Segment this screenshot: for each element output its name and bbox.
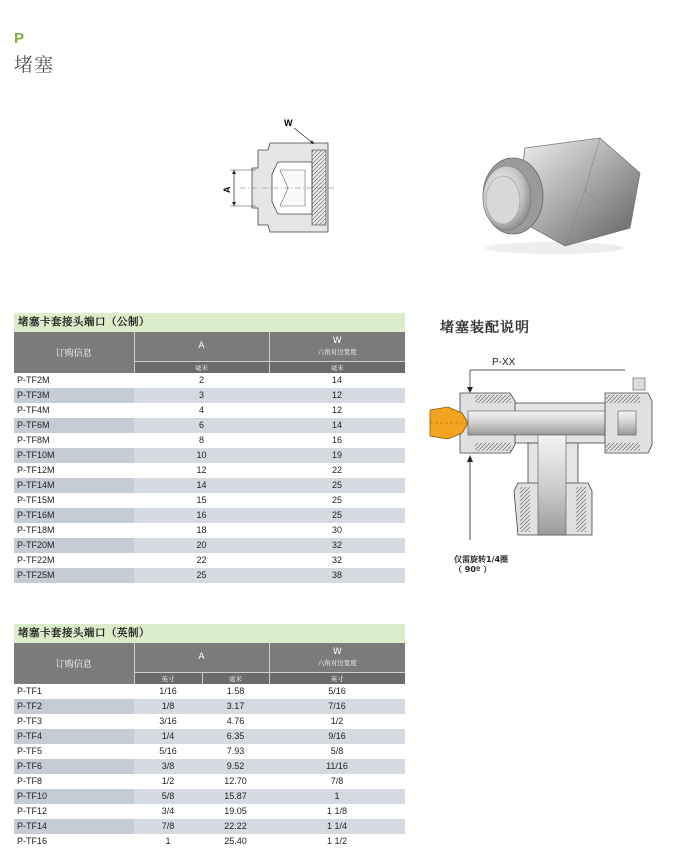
part-number-cell: P-TF8 — [14, 774, 134, 789]
dimension-cell: 5/16 — [159, 746, 177, 756]
metric-row — [14, 478, 405, 493]
part-number-cell: P-TF3M — [14, 388, 134, 403]
dimension-cell: 14 — [269, 418, 405, 433]
metric-row — [14, 538, 405, 553]
dimension-cell: 8 — [198, 435, 204, 445]
metric-unit-w: 毫米 — [269, 361, 405, 373]
dimension-cell: 5/8 — [134, 789, 202, 804]
install-diagram — [420, 345, 660, 545]
part-number-cell: P-TF10 — [14, 789, 134, 804]
dimension-cell: 6 — [134, 418, 269, 433]
dimension-cell: 25 — [134, 568, 269, 583]
dimension-cell: 19 — [269, 448, 405, 463]
dimension-cell: 16 — [134, 508, 269, 523]
dimension-cell: 38 — [269, 568, 405, 583]
metric-row — [14, 568, 405, 583]
dimension-cell: 1/2 — [330, 716, 344, 726]
dimension-cell: 25 — [331, 495, 342, 505]
metric-row — [14, 433, 405, 448]
imperial-table — [14, 643, 405, 849]
dimension-cell: 14 — [331, 375, 342, 385]
metric-table-block — [14, 313, 405, 583]
metric-row — [14, 553, 405, 568]
dimension-cell: 1/2 — [161, 776, 175, 786]
metric-row — [14, 448, 405, 463]
part-number-cell: P-TF12 — [14, 804, 134, 819]
dimension-cell: 5/8 — [330, 746, 344, 756]
dimension-cell: 25 — [269, 478, 405, 493]
imperial-row — [14, 744, 405, 759]
catalog-letter: P — [14, 30, 25, 47]
dimension-cell: 16 — [331, 435, 342, 445]
imperial-row — [14, 789, 405, 804]
dimension-cell: 1/8 — [134, 699, 202, 714]
part-number-cell: P-TF14 — [14, 819, 134, 834]
dimension-cell: 1 — [165, 836, 171, 846]
dimension-cell: 7/8 — [134, 819, 202, 834]
dimension-cell: 4.76 — [226, 716, 245, 726]
part-number-cell: P-TF8M — [14, 433, 134, 448]
imperial-row — [14, 834, 405, 849]
plug-section-drawing — [210, 110, 360, 250]
imperial-table-block — [14, 624, 405, 849]
part-number-cell: P-TF12M — [14, 463, 134, 478]
dimension-cell: 3.17 — [202, 699, 269, 714]
dim-a-label: A — [222, 186, 232, 193]
part-number-cell: P-TF2 — [14, 699, 134, 714]
dimension-cell: 9.52 — [202, 759, 269, 774]
metric-table-caption: 堵塞卡套接头端口（公制） — [14, 313, 405, 332]
part-number-cell: P-TF15M — [14, 493, 134, 508]
imperial-row — [14, 729, 405, 744]
imperial-unit-a-in: 英寸 — [134, 672, 202, 684]
part-number-cell: P-TF22M — [14, 553, 134, 568]
part-number-cell: P-TF1 — [14, 684, 134, 699]
dimension-cell: 7/8 — [330, 776, 344, 786]
dimension-cell: 1.58 — [226, 686, 245, 696]
dimension-cell: 7/16 — [269, 699, 405, 714]
dimension-cell: 19.05 — [224, 806, 247, 816]
dimension-cell: 3 — [134, 388, 269, 403]
part-number-cell: P-TF3 — [14, 714, 134, 729]
metric-col-a: A — [134, 332, 269, 361]
metric-col-w: W 六角对边宽度 — [269, 332, 405, 361]
dimension-cell: 1/16 — [159, 686, 177, 696]
dimension-cell: 32 — [331, 555, 342, 565]
dimension-cell: 9/16 — [269, 729, 405, 744]
part-number-cell: P-TF10M — [14, 448, 134, 463]
install-title: 堵塞装配说明 — [440, 320, 530, 336]
install-note: 仅需旋转1/4圈 （ 90º ） — [454, 555, 509, 574]
dimension-cell: 1/4 — [134, 729, 202, 744]
dimension-cell: 22 — [196, 555, 207, 565]
dimension-cell: 14 — [134, 478, 269, 493]
metric-row — [14, 523, 405, 538]
dimension-cell: 4 — [198, 405, 204, 415]
part-number-cell: P-TF6 — [14, 759, 134, 774]
dimension-cell: 32 — [269, 538, 405, 553]
metric-row — [14, 418, 405, 433]
dim-w-label: W — [284, 118, 293, 128]
dimension-cell: 5/16 — [328, 686, 346, 696]
part-number-cell: P-TF6M — [14, 418, 134, 433]
part-number-cell: P-TF25M — [14, 568, 134, 583]
dimension-cell: 30 — [331, 525, 342, 535]
part-number-cell: P-TF5 — [14, 744, 134, 759]
imperial-row — [14, 699, 405, 714]
metric-row — [14, 388, 405, 403]
metric-row — [14, 403, 405, 418]
dimension-cell: 3/8 — [134, 759, 202, 774]
part-number-cell: P-TF4 — [14, 729, 134, 744]
imperial-row — [14, 819, 405, 834]
dimension-cell: 20 — [134, 538, 269, 553]
dimension-cell: 2 — [198, 375, 204, 385]
imperial-row — [14, 804, 405, 819]
dimension-cell: 25.40 — [224, 836, 247, 846]
imperial-col-order: 订购信息 — [14, 643, 134, 684]
part-number-cell: P-TF14M — [14, 478, 134, 493]
dimension-cell: 1 — [269, 789, 405, 804]
page-title: 堵塞 — [14, 54, 55, 76]
imperial-col-a: A — [134, 643, 269, 672]
imperial-table-caption: 堵塞卡套接头端口（英制） — [14, 624, 405, 643]
metric-row — [14, 508, 405, 523]
dimension-cell: 3/16 — [159, 716, 177, 726]
dimension-cell: 7.93 — [226, 746, 245, 756]
imperial-unit-a-mm: 毫米 — [202, 672, 269, 684]
plug-product-photo — [455, 128, 655, 258]
imperial-unit-w: 英寸 — [269, 672, 405, 684]
part-number-cell: P-TF16 — [14, 834, 134, 849]
dimension-cell: 12 — [269, 388, 405, 403]
dimension-cell: 3/4 — [161, 806, 175, 816]
metric-row — [14, 463, 405, 478]
metric-row — [14, 493, 405, 508]
dimension-cell: 1 1/8 — [327, 806, 348, 816]
imperial-row — [14, 714, 405, 729]
dimension-cell: 10 — [134, 448, 269, 463]
metric-col-order: 订购信息 — [14, 332, 134, 373]
dimension-cell: 15 — [196, 495, 207, 505]
install-part-label: P-XX — [492, 357, 516, 368]
dimension-cell: 12.70 — [224, 776, 247, 786]
dimension-cell: 12 — [331, 405, 342, 415]
dimension-cell: 1 1/2 — [327, 836, 348, 846]
imperial-row — [14, 684, 405, 699]
metric-row — [14, 373, 405, 388]
part-number-cell: P-TF4M — [14, 403, 134, 418]
part-number-cell: P-TF16M — [14, 508, 134, 523]
dimension-cell: 22 — [331, 465, 342, 475]
dimension-cell: 11/16 — [269, 759, 405, 774]
imperial-col-w: W 六角对边宽度 — [269, 643, 405, 672]
dimension-cell: 18 — [196, 525, 207, 535]
part-number-cell: P-TF20M — [14, 538, 134, 553]
dimension-cell: 15.87 — [202, 789, 269, 804]
part-number-cell: P-TF2M — [14, 373, 134, 388]
dimension-cell: 25 — [269, 508, 405, 523]
imperial-row — [14, 774, 405, 789]
imperial-row — [14, 759, 405, 774]
metric-unit-a: 毫米 — [134, 361, 269, 373]
dimension-cell: 1 1/4 — [269, 819, 405, 834]
dimension-cell: 22.22 — [202, 819, 269, 834]
part-number-cell: P-TF18M — [14, 523, 134, 538]
dimension-cell: 12 — [196, 465, 207, 475]
dimension-cell: 6.35 — [202, 729, 269, 744]
metric-table — [14, 332, 405, 583]
